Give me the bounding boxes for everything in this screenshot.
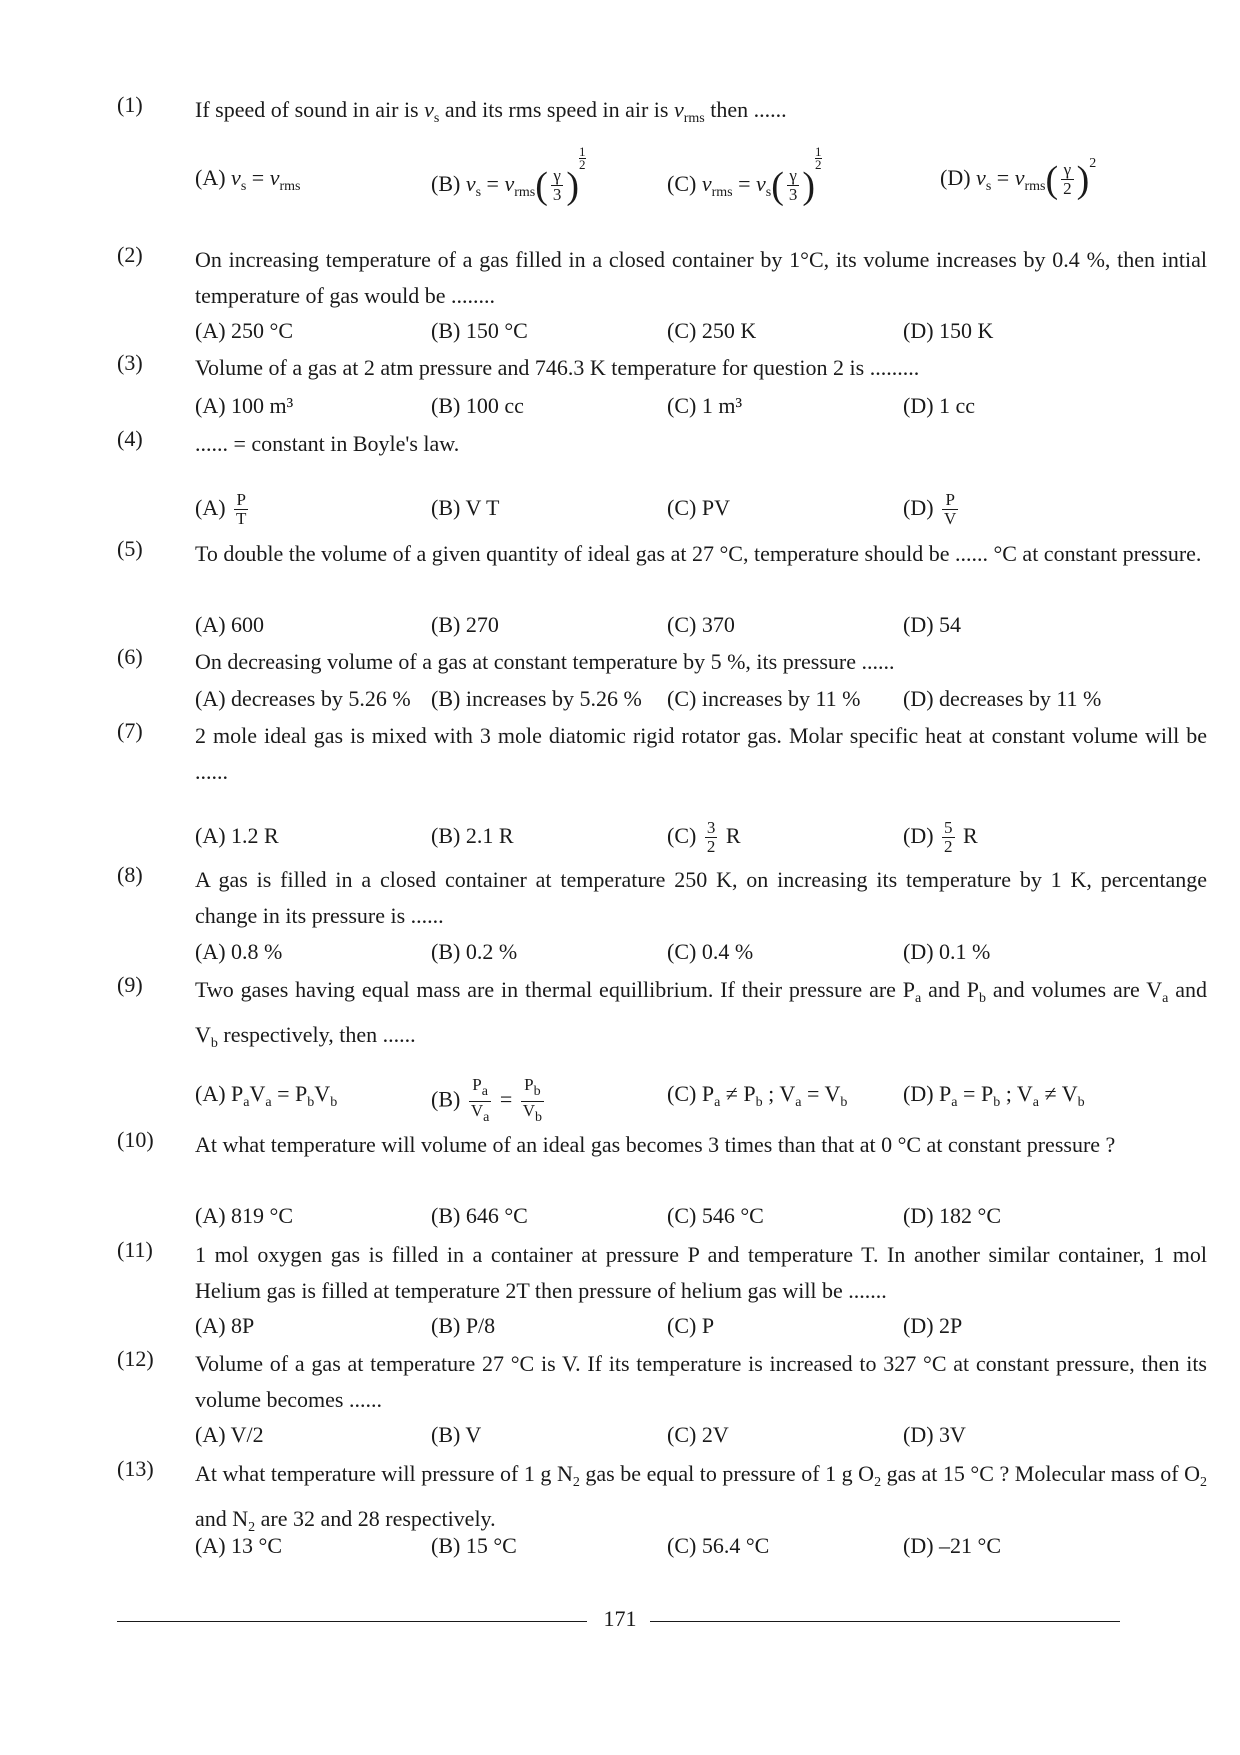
options-13 <box>195 1528 1155 1568</box>
question-number: (9) <box>117 972 143 997</box>
option-a: (A) 8P <box>195 1313 255 1338</box>
option-d: (D) –21 °C <box>903 1533 1002 1558</box>
option-a: (A) V/2 <box>195 1422 264 1447</box>
options-6 <box>195 681 1155 721</box>
option-d: (D) $\frac{5}{2}$ R <box>903 818 978 857</box>
option-b: (B) 270 <box>431 612 499 637</box>
options-1 <box>195 144 1155 207</box>
option-b: (B) V <box>431 1422 482 1447</box>
options-7 <box>195 818 1155 858</box>
options-5 <box>195 607 1155 647</box>
option-d: (D) decreases by 11 % <box>903 686 1102 711</box>
option-b: (B) 2.1 R <box>431 823 514 848</box>
option-c: (C) 546 °C <box>667 1203 764 1228</box>
options-12 <box>195 1417 1155 1457</box>
option-d: (D) 182 °C <box>903 1203 1002 1228</box>
question-number: (12) <box>117 1346 154 1371</box>
question-number: (5) <box>117 536 143 561</box>
option-d: (D) $\frac{P}{V}$ <box>903 490 957 529</box>
option-c: (C) 250 K <box>667 318 757 343</box>
option-b: (B) V T <box>431 495 500 520</box>
options-2 <box>195 313 1155 353</box>
question-text: If speed of sound in air is $v_s$ and its rms speed in air is $v_{rms}$ then ...... <box>195 97 787 126</box>
option-d: (D) 1 cc <box>903 393 976 418</box>
option-d: (D) $P_a = P_b$ ; $V_a \ne V_b$ <box>903 1081 1085 1110</box>
option-b: (B) 646 °C <box>431 1203 528 1228</box>
question-text: On increasing temperature of a gas filled in a closed container by 1°C, its volume increases by 0.4 %, then intial temperature of gas would be ........ <box>195 247 1207 308</box>
question-text: A gas is filled in a closed container at temperature 250 K, on increasing its temperature by 1 K, percentange change in its pressure is ...... <box>195 867 1207 928</box>
question-number: (4) <box>117 426 143 451</box>
question-number: (13) <box>117 1456 154 1481</box>
option-c: (C) 370 <box>667 612 735 637</box>
question-number: (11) <box>117 1237 153 1262</box>
question-text: To double the volume of a given quantity of ideal gas at 27 °C, temperature should be ...... °C at constant pressure. <box>195 541 1202 566</box>
option-a: (A) 13 °C <box>195 1533 283 1558</box>
question-text: 2 mole ideal gas is mixed with 3 mole diatomic rigid rotator gas. Molar specific heat at constant volume will be ...... <box>195 723 1207 784</box>
option-c: (C) 2V <box>667 1422 729 1447</box>
footer-rule-right <box>650 1621 1120 1622</box>
question-number: (8) <box>117 862 143 887</box>
question-number: (6) <box>117 644 143 669</box>
options-9 <box>195 1075 1155 1125</box>
option-c: (C) P <box>667 1313 715 1338</box>
option-a: (A) 1.2 R <box>195 823 279 848</box>
options-4 <box>195 490 1155 530</box>
option-a: (A) $v_s = v_{rms}$ <box>195 165 301 194</box>
question-text: On decreasing volume of a gas at constant temperature by 5 %, its pressure ...... <box>195 649 895 674</box>
question-text: Volume of a gas at temperature 27 °C is V. If its temperature is increased to 327 °C at constant pressure, then its volume becomes ...... <box>195 1351 1207 1412</box>
option-c: (C) $P_a \ne P_b$ ; $V_a = V_b$ <box>667 1081 848 1110</box>
question-number: (3) <box>117 350 143 375</box>
option-a: (A) $\frac{P}{T}$ <box>195 490 247 529</box>
question-number: (10) <box>117 1127 154 1152</box>
option-a: (A) 600 <box>195 612 265 637</box>
option-a: (A) $P_aV_a = P_bV_b$ <box>195 1081 338 1110</box>
option-a: (A) 250 °C <box>195 318 294 343</box>
option-a: (A) 100 m³ <box>195 393 294 418</box>
option-c: (C) PV <box>667 495 730 520</box>
option-d: (D) 0.1 % <box>903 939 991 964</box>
option-b: (B) 0.2 % <box>431 939 518 964</box>
option-b: (B) $v_s = v_{rms}$( $\frac{\gamma}{3}$ ) $\frac{1}{2}$ <box>431 144 586 207</box>
question-text: Two gases having equal mass are in thermal equillibrium. If their pressure are $P_a$ and $P_b$ and volumes are $V_a$ and $V_b$ respectively, then ...... <box>195 977 1208 1051</box>
option-c: (C) $v_{rms} = v_s$( $\frac{\gamma}{3}$ ) $\frac{1}{2}$ <box>667 144 822 207</box>
page-number: 171 <box>603 1606 637 1631</box>
option-c: (C) 0.4 % <box>667 939 754 964</box>
option-b: (B) P/8 <box>431 1313 496 1338</box>
question-number: (1) <box>117 92 143 117</box>
option-d: (D) $v_s = v_{rms}$( $\frac{\gamma}{2}$ )$^2$ <box>940 156 1097 201</box>
option-a: (A) 0.8 % <box>195 939 283 964</box>
question-text: At what temperature will volume of an ideal gas becomes 3 times than that at 0 °C at constant pressure ? <box>195 1132 1116 1157</box>
question-text: ...... = constant in Boyle's law. <box>195 431 460 456</box>
footer-rule-left <box>117 1621 587 1622</box>
question-text: At what temperature will pressure of 1 g $N_2$ gas be equal to pressure of 1 g $O_2$ gas at 15 °C ? Molecular mass of $O_2$ and $N_2$ are 32 and 28 respectively. <box>195 1461 1207 1535</box>
options-8 <box>195 934 1155 974</box>
options-3 <box>195 388 1155 428</box>
option-d: (D) 54 <box>903 612 962 637</box>
option-b: (B) increases by 5.26 % <box>431 686 642 711</box>
option-c: (C) 56.4 °C <box>667 1533 770 1558</box>
option-c: (C) $\frac{3}{2}$ R <box>667 818 741 857</box>
question-text: Volume of a gas at 2 atm pressure and 746.3 K temperature for question 2 is ......... <box>195 355 920 380</box>
option-a: (A) decreases by 5.26 % <box>195 686 411 711</box>
options-11 <box>195 1308 1155 1348</box>
option-d: (D) 3V <box>903 1422 966 1447</box>
question-number: (2) <box>117 242 143 267</box>
option-d: (D) 150 K <box>903 318 994 343</box>
option-b: (B) 15 °C <box>431 1533 517 1558</box>
question-number: (7) <box>117 718 143 743</box>
question-text: 1 mol oxygen gas is filled in a container at pressure P and temperature T. In another similar container, 1 mol Helium gas is filled at temperature 2T then pressure of helium gas will be ....... <box>195 1242 1207 1303</box>
option-b: (B) 150 °C <box>431 318 528 343</box>
options-10 <box>195 1198 1155 1238</box>
option-b: (B) 100 cc <box>431 393 524 418</box>
option-b: (B) $\frac{P_a}{V_a}$ = $\frac{P_b}{V_b}$ <box>431 1075 543 1125</box>
option-d: (D) 2P <box>903 1313 963 1338</box>
option-c: (C) increases by 11 % <box>667 686 861 711</box>
option-c: (C) 1 m³ <box>667 393 743 418</box>
option-a: (A) 819 °C <box>195 1203 294 1228</box>
